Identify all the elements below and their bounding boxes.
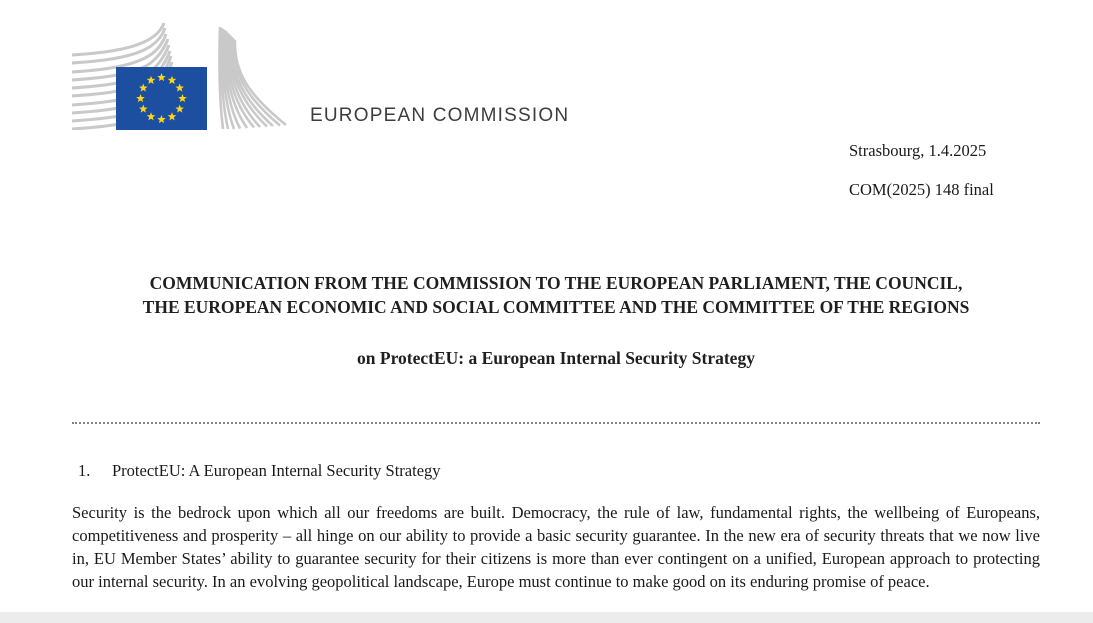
eu-flag-icon [116,67,207,130]
section-title: ProtectEU: A European Internal Security Strategy [112,461,441,480]
document-title-line-2: THE EUROPEAN ECONOMIC AND SOCIAL COMMITTEE AND THE COMMITTEE OF THE REGIONS [142,297,970,317]
separator-rule [72,422,1040,424]
logo-right-curves [219,27,286,129]
section-number: 1. [78,461,91,480]
body-paragraph: Security is the bedrock upon which all our freedoms are built. Democracy, the rule of law, fundamental rights, the wellbeing of Europeans, competitiveness and prosperity – all hinge on our ability to provide a basic security guarantee. In the new era of security threats that we now live in, EU Member States’ ability to guarantee security for their citizens is more than ever contingent on a unified, European approach to protecting our internal security. In an evolving geopolitical landscape, Europe must continue to make good on its enduring promise of peace. [72,503,1040,591]
viewport-edge-strip [0,612,1093,623]
agency-name: EUROPEAN COMMISSION [310,105,570,126]
document-title [72,271,1040,319]
document-reference: COM(2025) 148 final [849,180,994,199]
place-date: Strasbourg, 1.4.2025 [849,141,987,160]
section-heading [78,461,441,481]
document-subtitle: on ProtectEU: a European Internal Security Strategy [357,348,755,368]
document-title-line-1: COMMUNICATION FROM THE COMMISSION TO THE EUROPEAN PARLIAMENT, THE COUNCIL, [149,273,963,293]
european-commission-logo [72,15,287,130]
